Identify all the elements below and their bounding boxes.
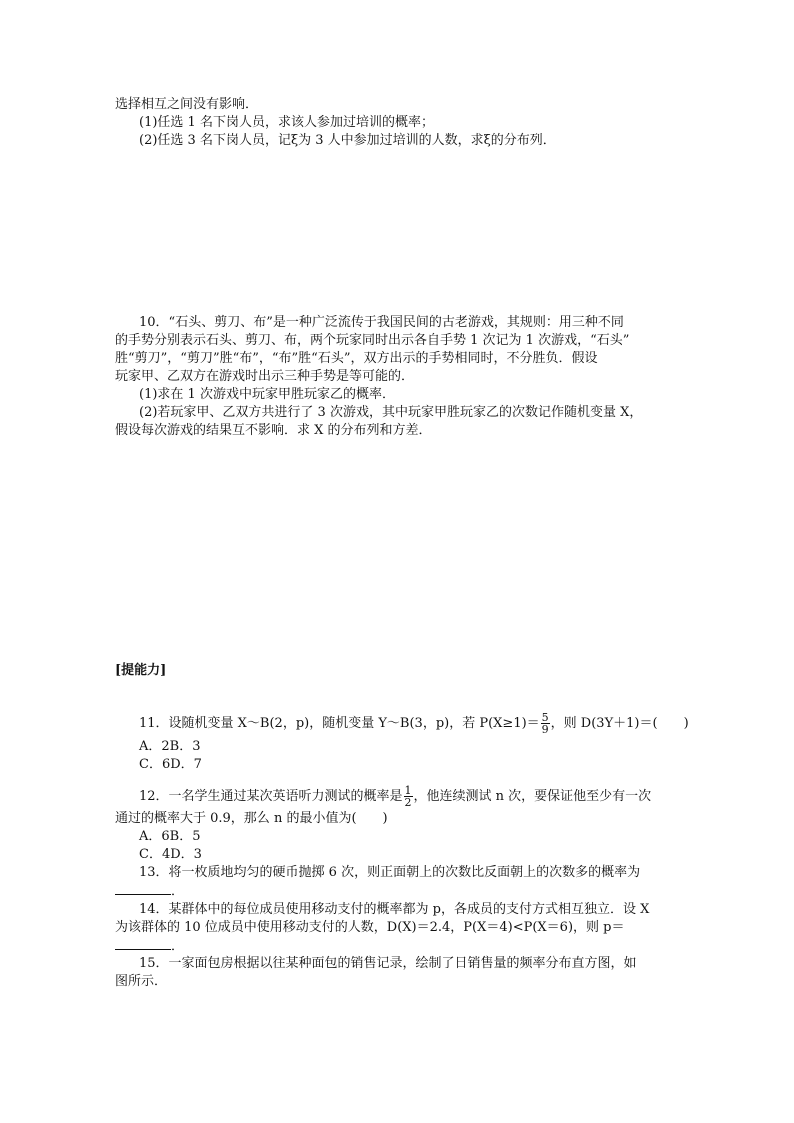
q12-stem-b: ，他连续测试 n 次，要保证他至少有一次: [413, 789, 652, 804]
section-title: [提能力]: [115, 663, 167, 678]
q12-frac-den: 2: [404, 796, 412, 809]
q10-line-3: 胜“剪刀”，“剪刀”胜“布”，“布”胜“石头”，双方出示的手势相同时，不分胜负．假设: [115, 351, 598, 366]
q11-stem: [139, 712, 709, 735]
q10-part-2-cont: 假设每次游戏的结果互不影响．求 X 的分布列和方差．: [115, 423, 432, 438]
q13-line-1: 13．将一枚质地均匀的硬币抛掷 6 次，则正面朝上的次数比反面朝上的次数多的概率为: [139, 865, 641, 880]
q9-part-2: (2)任选 3 名下岗人员，记ξ为 3 人中参加过培训的人数，求ξ的分布列．: [139, 133, 556, 148]
q10-part-2: (2)若玩家甲、乙双方共进行了 3 次游戏，其中玩家甲胜玩家乙的次数记作随机变量 X，: [139, 405, 643, 420]
q12-stem: [139, 785, 709, 808]
q10-part-1: (1)求在 1 次游戏中玩家甲胜玩家乙的概率．: [139, 387, 395, 402]
q14-blank[interactable]: [115, 937, 171, 950]
q15-line-2: 图所示．: [115, 974, 168, 989]
q14-end: ．: [171, 939, 185, 954]
q11-frac-den: 9: [541, 723, 549, 736]
q11-options-cd: C．6D．7: [139, 757, 202, 772]
q10-line-4: 玩家甲、乙双方在游戏时出示三种手势是等可能的．: [115, 369, 415, 384]
q12-line-2: 通过的概率大于 0.9，那么 n 的最小值为( ): [115, 811, 388, 826]
q12-fraction: [404, 785, 413, 808]
q13-blank[interactable]: [115, 882, 171, 895]
q10-line-2: 的手势分别表示石头、剪刀、布，两个玩家同时出示各自手势 1 次记为 1 次游戏，“石头”: [115, 333, 630, 348]
q13-answer-line: [115, 882, 685, 900]
q12-options-ab: A．6B．5: [139, 829, 201, 844]
q12-frac-num: 1: [404, 784, 412, 797]
q11-options-ab: A．2B．3: [139, 739, 201, 754]
q12-stem-a: 12．一名学生通过某次英语听力测试的概率是: [139, 789, 403, 804]
q11-fraction: [541, 712, 550, 735]
q14-line-1: 14．某群体中的每位成员使用移动支付的概率都为 p，各成员的支付方式相互独立．设 X: [139, 902, 650, 917]
q14-line-2: 为该群体的 10 位成员中使用移动支付的人数，D(X)＝2.4，P(X＝4)<P(X＝6)，则 p＝: [115, 920, 625, 935]
q9-line-1: 选择相互之间没有影响．: [115, 97, 259, 112]
q13-end: ．: [171, 884, 185, 899]
q11-stem-b: ，则 D(3Y＋1)＝( ): [550, 716, 689, 731]
q15-line-1: 15．一家面包房根据以往某种面包的销售记录，绘制了日销售量的频率分布直方图，如: [139, 956, 637, 971]
q12-options-cd: C．4D．3: [139, 847, 202, 862]
q11-stem-a: 11．设随机变量 X～B(2，p)，随机变量 Y～B(3，p)，若 P(X≥1)＝: [139, 716, 540, 731]
q11-frac-num: 5: [541, 711, 549, 724]
q14-answer-line: [115, 937, 685, 955]
q9-part-1: (1)任选 1 名下岗人员，求该人参加过培训的概率；: [139, 115, 434, 130]
q10-line-1: 10．“石头、剪刀、布”是一种广泛流传于我国民间的古老游戏，其规则：用三种不同: [139, 315, 624, 330]
